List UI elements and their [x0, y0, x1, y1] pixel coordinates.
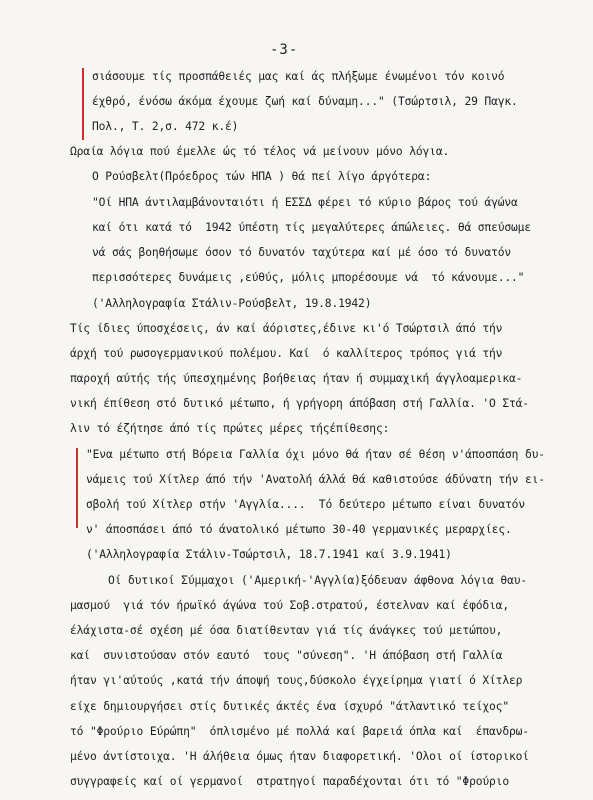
margin-bracket-quote-1	[82, 68, 84, 140]
text-line: μασμού γιά τόν ήρωϊκό άγώνα τού Σοβ.στρατού, έστελναν καί έφόδια,	[70, 599, 509, 612]
text-line: Τίς ίδιες ύποσχέσεις, άν καί άόριστες,έδινε κι'ό Τσώρτσιλ άπό τήν	[70, 322, 503, 335]
text-line: σβολή τού Χίτλερ στήν 'Αγγλία.... Τό δεύτερο μέτωπο είναι δυνατόν	[86, 498, 525, 511]
text-line: λιν τό έζήτησε άπό τίς πρώτες μέρες τήςέπίθεσης:	[70, 422, 390, 435]
text-line: καί συνιστούσαν στόν εαυτό τους "σύνεση". 'Η άπόβαση στή Γαλλία	[70, 649, 503, 662]
text-line: Οί δυτικοί Σύμμαχοι ('Αμερική-'Αγγλία)ξόδευαν άφθονα λόγια θαυ-	[108, 574, 528, 587]
text-line: "Ενα μέτωπο στή Βόρεια Γαλλία όχι μόνο θά ήταν σέ θέση ν'άποσπάση δυ-	[86, 448, 545, 461]
text-line: νάμεις τού Χίτλερ άπό τήν 'Ανατολή άλλά θά καθιστούσε άδύνατη τήν ει-	[86, 473, 545, 486]
text-line: τό "Φρούριο Εύρώπη" όπλισμένο μέ πολλά καί βαρειά όπλα καί έπανδρω-	[70, 725, 529, 738]
text-line: έλάχιστα-σέ σχέση μέ όσα διατίθενταν γιά τίς άνάγκες τού μετώπου,	[70, 624, 503, 637]
text-line: συγγραφείς καί οί γερμανοί στρατηγοί παραδέχονται ότι τό "Φρούριο	[70, 775, 509, 788]
text-line: ήταν γι'αύτούς ,κατά τήν άποψή τους,δύσκολο έγχείρημα γιατί ό Χίτλερ	[70, 674, 523, 687]
text-line: είχε δημιουργήσει στίς δυτικές άκτές ένα ίσχυρό "άτλαντικό τείχος"	[70, 700, 509, 713]
text-line: ('Αλληλογραφία Στάλιν-Τσώρτσιλ, 18.7.1941 καί 3.9.1941)	[86, 548, 452, 561]
text-line: "Οί ΗΠΑ άντιλαμβάνονταιότι ή ΕΣΣΔ φέρει τό κύριο βάρος τού άγώνα	[92, 196, 518, 209]
text-line: καί ότι κατά τό 1942 ύπέστη τίς μεγαλύτερες άπώλειες. θά σπεύσωμε	[92, 221, 531, 234]
text-line: έχθρό, ένόσω άκόμα έχουμε ζωή καί δύναμη..." (Τσώρτσιλ, 29 Παγκ.	[92, 95, 518, 108]
text-line: Ωραία λόγια πού έμελλε ώς τό τέλος νά μείνουν μόνο λόγια.	[70, 145, 450, 158]
text-line: ('Αλληλογραφία Στάλιν-Ρούσβελτ, 19.8.1942)	[92, 297, 372, 310]
text-line: νική έπίθεση στό δυτικό μέτωπο, ή γρήγορη άπόβαση στή Γαλλία. 'Ο Στά-	[70, 397, 529, 410]
page-number: -3-	[270, 42, 299, 58]
text-line: μένο άντίστοιχα. 'Η άλήθεια όμως ήταν διαφορετική. 'Ολοι οί ίστορικοί	[70, 750, 529, 763]
text-line: νά σάς βοηθήσωμε όσον τό δυνατόν ταχύτερα καί μέ όσο τό δυνατόν	[92, 246, 512, 259]
text-line: Ο Ρούσβελτ(Πρόεδρος τών ΗΠΑ ) θά πεί λίγο άργότερα:	[92, 170, 432, 183]
margin-bracket-quote-2	[76, 448, 78, 528]
text-line: σιάσουμε τίς προσπάθειές μας καί άς πλήξωμε ένωμένοι τόν κοινό	[92, 70, 505, 83]
text-line: παροχή αύτής τής ύπεσχημένης βοήθειας ήταν ή συμμαχική άγγλοαμερικα-	[70, 372, 523, 385]
text-line: άρχή τού ρωσογερμανικού πολέμου. Καί ό καλλίτερος τρόπος γιά τήν	[70, 347, 503, 360]
text-line: περισσότερες δυνάμεις ,εύθύς, μόλις μπορέσουμε νά τό κάνουμε..."	[92, 271, 525, 284]
text-line: ν' άποσπάσει άπό τό άνατολικό μέτωπο 30-40 γερμανικές μεραρχίες.	[86, 523, 512, 536]
text-line: Πολ., Τ. 2,σ. 472 κ.έ)	[92, 120, 239, 133]
